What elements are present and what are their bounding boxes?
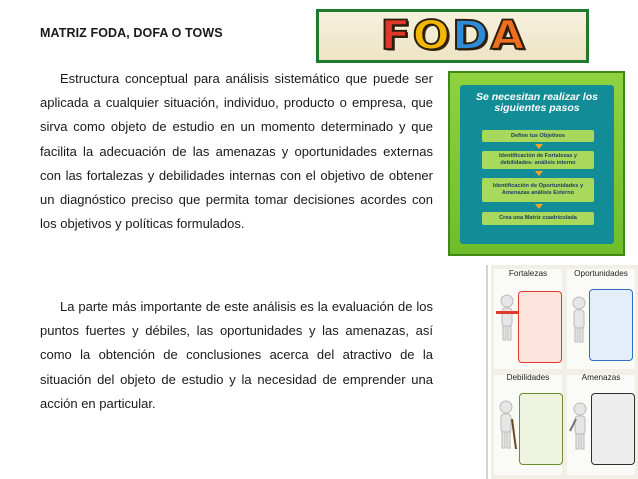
sword-person-icon <box>568 401 592 453</box>
paragraph-definition: Estructura conceptual para análisis sistemático que puede ser aplicada a cualquier situación, individuo, producto o empresa, que sirva como objeto de estudio en un momento determinado y que facilita la adecuación de las amenazas y oportunidades externas con las fortalezas y debilidades internas con el objetivo de obtener un diagnóstico preciso que permita tomar decisiones acordes con los objetivos y políticas formulados. <box>40 71 433 232</box>
handshake-person-icon <box>568 295 590 345</box>
step-3: Identificación de Oportunidades y Amenazas análisis Externo <box>482 178 594 202</box>
swot-quadrant-image <box>491 265 638 479</box>
foda-letter-a: A <box>490 12 525 59</box>
oportunidades-bubble <box>589 289 633 361</box>
swot-label-debilidades: Debilidades <box>506 373 550 382</box>
foda-letter-d: D <box>451 12 489 59</box>
step-1: Define tus Objetivos <box>482 130 594 142</box>
arrow-down-icon <box>535 171 543 176</box>
amenazas-bubble <box>591 393 635 465</box>
step-2: Identificación de Fortalezas y debilidades- análisis interno <box>482 151 594 169</box>
steps-heading: Se necesitan realizar los siguientes pasos <box>476 91 598 114</box>
swot-panel-debilidades <box>494 375 562 475</box>
weak-person-icon <box>494 399 518 455</box>
swot-panel-fortalezas <box>494 269 562 369</box>
swot-panel-amenazas <box>567 375 635 475</box>
foda-banner-image <box>316 9 589 63</box>
fortalezas-bubble <box>518 291 562 363</box>
swot-label-amenazas: Amenazas <box>581 373 621 382</box>
strong-person-icon <box>496 293 518 343</box>
paragraph-importance: La parte más importante de este análisis es la evaluación de los puntos fuertes y débiles, las oportunidades y las amenazas, así como la obtención de conclusiones acerca del atractivo de la situación del objeto de estudio y la necesidad de emprender una acción en particular. <box>40 299 433 411</box>
arrow-down-icon <box>535 144 543 149</box>
steps-image <box>448 71 625 256</box>
foda-wordart <box>380 12 525 59</box>
foda-letter-o: O <box>412 12 450 59</box>
slide-title: MATRIZ FODA, DOFA O TOWS <box>40 26 223 40</box>
swot-label-fortalezas: Fortalezas <box>508 269 548 278</box>
steps-panel <box>460 85 614 244</box>
swot-label-oportunidades: Oportunidades <box>574 269 628 278</box>
debilidades-bubble <box>519 393 563 465</box>
arrow-down-icon <box>535 204 543 209</box>
foda-letter-f: F <box>380 12 411 59</box>
step-4: Crea una Matriz cuadriculada <box>482 212 594 225</box>
swot-panel-oportunidades <box>567 269 635 369</box>
image-divider <box>486 265 488 479</box>
